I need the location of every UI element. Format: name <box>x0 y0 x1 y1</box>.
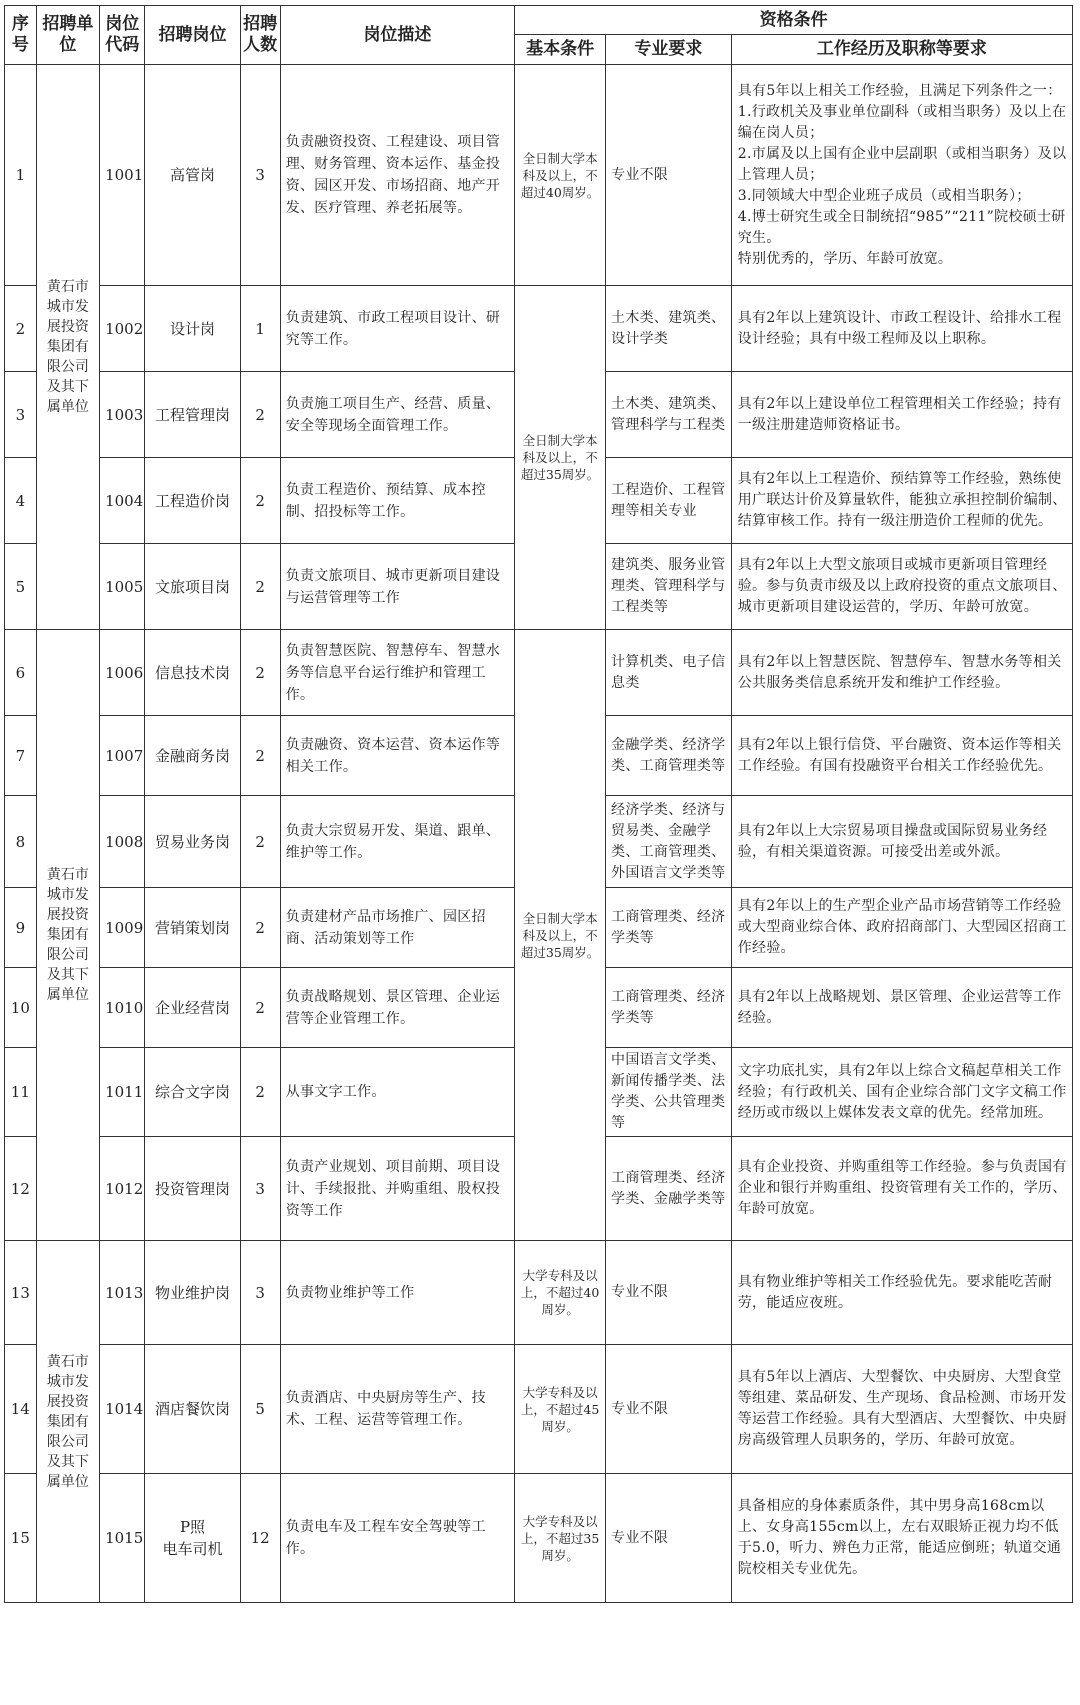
post-code: 1005 <box>100 544 145 630</box>
post-count: 2 <box>240 544 280 630</box>
experience-requirement: 文字功底扎实，具有2年以上综合文稿起草相关工作经验；有行政机关、国有企业综合部门文字文稿工作经历或市级以上媒体发表文章的优先。经常加班。 <box>731 1048 1072 1137</box>
major-requirement: 工商管理类、经济学类等 <box>606 968 732 1048</box>
experience-requirement: 具有2年以上建设单位工程管理相关工作经验；持有一级注册建造师资格证书。 <box>731 372 1072 458</box>
post-name: 高管岗 <box>145 65 240 286</box>
post-code: 1003 <box>100 372 145 458</box>
header-major: 专业要求 <box>606 35 732 65</box>
basic-requirement: 大学专科及以上，不超过40周岁。 <box>515 1241 606 1345</box>
post-count: 2 <box>240 1048 280 1137</box>
post-name: 投资管理岗 <box>145 1137 240 1241</box>
experience-requirement: 具有2年以上银行信贷、平台融资、资本运作等相关工作经验。有国有投融资平台相关工作经验优先。 <box>731 716 1072 796</box>
post-code: 1008 <box>100 796 145 888</box>
post-code: 1014 <box>100 1345 145 1474</box>
post-description: 负责智慧医院、智慧停车、智慧水务等信息平台运行维护和管理工作。 <box>280 630 515 716</box>
table-row <box>5 630 1073 716</box>
post-count: 3 <box>240 1241 280 1345</box>
table-body <box>5 65 1073 1603</box>
table-row <box>5 65 1073 286</box>
post-count: 3 <box>240 1137 280 1241</box>
post-description: 负责大宗贸易开发、渠道、跟单、维护等工作。 <box>280 796 515 888</box>
post-code: 1015 <box>100 1474 145 1603</box>
basic-requirement: 大学专科及以上，不超过45周岁。 <box>515 1345 606 1474</box>
major-requirement: 中国语言文学类、新闻传播学类、法学类、公共管理类等 <box>606 1048 732 1137</box>
post-name: 综合文字岗 <box>145 1048 240 1137</box>
post-name: 企业经营岗 <box>145 968 240 1048</box>
post-code: 1002 <box>100 286 145 372</box>
major-requirement: 金融学类、经济学类、工商管理类等 <box>606 716 732 796</box>
row-seq: 13 <box>5 1241 37 1345</box>
post-description: 负责物业维护等工作 <box>280 1241 515 1345</box>
post-count: 2 <box>240 796 280 888</box>
post-name: 文旅项目岗 <box>145 544 240 630</box>
major-requirement: 工商管理类、经济学类等 <box>606 888 732 968</box>
post-description: 负责建材产品市场推广、园区招商、活动策划等工作 <box>280 888 515 968</box>
post-code: 1011 <box>100 1048 145 1137</box>
post-name: 酒店餐饮岗 <box>145 1345 240 1474</box>
post-description: 负责酒店、中央厨房等生产、技术、工程、运营等管理工作。 <box>280 1345 515 1474</box>
basic-requirement: 全日制大学本科及以上，不超过35周岁。 <box>515 630 606 1241</box>
header-experience: 工作经历及职称等要求 <box>731 35 1072 65</box>
major-requirement: 工程造价、工程管理等相关专业 <box>606 458 732 544</box>
experience-requirement: 具有5年以上相关工作经验，且满足下列条件之一： 1.行政机关及事业单位副科（或相当职务）及以上在编在岗人员； 2.市属及以上国有企业中层副职（或相当职务）及以上管理人员； 3.同领域大中型企业班子成员（或相当职务）； 4.博士研究生或全日制统招“985”“211”院校硕士研究生。 特别优秀的，学历、年龄可放宽。 <box>731 65 1072 286</box>
major-requirement: 工商管理类、经济学类、金融学类等 <box>606 1137 732 1241</box>
post-count: 1 <box>240 286 280 372</box>
major-requirement: 经济学类、经济与贸易类、金融学类、工商管理类、外国语言文学类等 <box>606 796 732 888</box>
major-requirement: 计算机类、电子信息类 <box>606 630 732 716</box>
row-seq: 7 <box>5 716 37 796</box>
post-name: 物业维护岗 <box>145 1241 240 1345</box>
experience-requirement: 具有2年以上战略规划、景区管理、企业运营等工作经验。 <box>731 968 1072 1048</box>
row-seq: 9 <box>5 888 37 968</box>
post-count: 2 <box>240 888 280 968</box>
post-name: 金融商务岗 <box>145 716 240 796</box>
major-requirement: 土木类、建筑类、设计学类 <box>606 286 732 372</box>
post-description: 负责融资、资本运营、资本运作等相关工作。 <box>280 716 515 796</box>
major-requirement: 专业不限 <box>606 1241 732 1345</box>
basic-requirement: 大学专科及以上，不超过35周岁。 <box>515 1474 606 1603</box>
post-name: 设计岗 <box>145 286 240 372</box>
row-seq: 12 <box>5 1137 37 1241</box>
post-code: 1013 <box>100 1241 145 1345</box>
post-description: 负责电车及工程车安全驾驶等工作。 <box>280 1474 515 1603</box>
row-seq: 2 <box>5 286 37 372</box>
row-seq: 5 <box>5 544 37 630</box>
major-requirement: 专业不限 <box>606 1345 732 1474</box>
post-count: 5 <box>240 1345 280 1474</box>
major-requirement: 土木类、建筑类、管理科学与工程类 <box>606 372 732 458</box>
recruiting-unit: 黄石市城市发展投资集团有限公司及其下属单位 <box>36 65 99 630</box>
basic-requirement: 全日制大学本科及以上，不超过40周岁。 <box>515 65 606 286</box>
post-code: 1001 <box>100 65 145 286</box>
row-seq: 10 <box>5 968 37 1048</box>
post-description: 负责工程造价、预结算、成本控制、招投标等工作。 <box>280 458 515 544</box>
post-name: 营销策划岗 <box>145 888 240 968</box>
recruiting-unit: 黄石市城市发展投资集团有限公司及其下属单位 <box>36 630 99 1241</box>
header-unit: 招聘单位 <box>36 6 99 65</box>
header-seq: 序号 <box>5 6 37 65</box>
post-count: 2 <box>240 372 280 458</box>
major-requirement: 专业不限 <box>606 1474 732 1603</box>
post-description: 负责战略规划、景区管理、企业运营等企业管理工作。 <box>280 968 515 1048</box>
post-count: 2 <box>240 716 280 796</box>
row-seq: 6 <box>5 630 37 716</box>
experience-requirement: 具有2年以上的生产型企业产品市场营销等工作经验或大型商业综合体、政府招商部门、大型园区招商工作经验。 <box>731 888 1072 968</box>
row-seq: 3 <box>5 372 37 458</box>
post-count: 12 <box>240 1474 280 1603</box>
row-seq: 11 <box>5 1048 37 1137</box>
post-name: 贸易业务岗 <box>145 796 240 888</box>
post-name: 信息技术岗 <box>145 630 240 716</box>
post-count: 3 <box>240 65 280 286</box>
post-code: 1004 <box>100 458 145 544</box>
table-row <box>5 286 1073 372</box>
post-description: 负责文旅项目、城市更新项目建设与运营管理等工作 <box>280 544 515 630</box>
experience-requirement: 具备相应的身体素质条件，其中男身高168cm以上、女身高155cm以上，左右双眼矫正视力均不低于5.0，听力、辨色力正常，能适应倒班；轨道交通院校相关专业优先。 <box>731 1474 1072 1603</box>
recruitment-table <box>4 5 1073 1603</box>
table-row <box>5 1474 1073 1603</box>
basic-requirement: 全日制大学本科及以上，不超过35周岁。 <box>515 286 606 630</box>
table-row <box>5 1345 1073 1474</box>
header-count: 招聘人数 <box>240 6 280 65</box>
major-requirement: 建筑类、服务业管理类、管理科学与工程类等 <box>606 544 732 630</box>
row-seq: 15 <box>5 1474 37 1603</box>
post-code: 1006 <box>100 630 145 716</box>
experience-requirement: 具有2年以上大宗贸易项目操盘或国际贸易业务经验，有相关渠道资源。可接受出差或外派。 <box>731 796 1072 888</box>
post-code: 1010 <box>100 968 145 1048</box>
post-code: 1012 <box>100 1137 145 1241</box>
post-count: 2 <box>240 630 280 716</box>
header-post: 招聘岗位 <box>145 6 240 65</box>
post-description: 负责建筑、市政工程项目设计、研究等工作。 <box>280 286 515 372</box>
row-seq: 8 <box>5 796 37 888</box>
post-code: 1007 <box>100 716 145 796</box>
recruiting-unit: 黄石市城市发展投资集团有限公司及其下属单位 <box>36 1241 99 1603</box>
table-row <box>5 1241 1073 1345</box>
post-count: 2 <box>240 968 280 1048</box>
header-code: 岗位代码 <box>100 6 145 65</box>
row-seq: 4 <box>5 458 37 544</box>
post-count: 2 <box>240 458 280 544</box>
major-requirement: 专业不限 <box>606 65 732 286</box>
row-seq: 1 <box>5 65 37 286</box>
post-description: 负责施工项目生产、经营、质量、安全等现场全面管理工作。 <box>280 372 515 458</box>
experience-requirement: 具有2年以上大型文旅项目或城市更新项目管理经验。参与负责市级及以上政府投资的重点文旅项目、城市更新项目建设运营的，学历、年龄可放宽。 <box>731 544 1072 630</box>
post-name: 工程管理岗 <box>145 372 240 458</box>
header-basic: 基本条件 <box>515 35 606 65</box>
post-name: P照 电车司机 <box>145 1474 240 1603</box>
header-desc: 岗位描述 <box>280 6 515 65</box>
experience-requirement: 具有企业投资、并购重组等工作经验。参与负责国有企业和银行并购重组、投资管理有关工作的，学历、年龄可放宽。 <box>731 1137 1072 1241</box>
post-description: 从事文字工作。 <box>280 1048 515 1137</box>
experience-requirement: 具有2年以上工程造价、预结算等工作经验，熟练使用广联达计价及算量软件，能独立承担控制价编制、结算审核工作。持有一级注册造价工程师的优先。 <box>731 458 1072 544</box>
experience-requirement: 具有5年以上酒店、大型餐饮、中央厨房、大型食堂等组建、菜品研发、生产现场、食品检测、市场开发等运营工作经验。具有大型酒店、大型餐饮、中央厨房高级管理人员职务的，学历、年龄可放宽。 <box>731 1345 1072 1474</box>
post-name: 工程造价岗 <box>145 458 240 544</box>
experience-requirement: 具有物业维护等相关工作经验优先。要求能吃苦耐劳，能适应夜班。 <box>731 1241 1072 1345</box>
experience-requirement: 具有2年以上建筑设计、市政工程设计、给排水工程设计经验；具有中级工程师及以上职称。 <box>731 286 1072 372</box>
row-seq: 14 <box>5 1345 37 1474</box>
post-description: 负责产业规划、项目前期、项目设计、手续报批、并购重组、股权投资等工作 <box>280 1137 515 1241</box>
header-qualifications: 资格条件 <box>515 6 1073 35</box>
experience-requirement: 具有2年以上智慧医院、智慧停车、智慧水务等相关公共服务类信息系统开发和维护工作经验。 <box>731 630 1072 716</box>
post-code: 1009 <box>100 888 145 968</box>
post-description: 负责融资投资、工程建设、项目管理、财务管理、资本运作、基金投资、园区开发、市场招商、地产开发、医疗管理、养老拓展等。 <box>280 65 515 286</box>
